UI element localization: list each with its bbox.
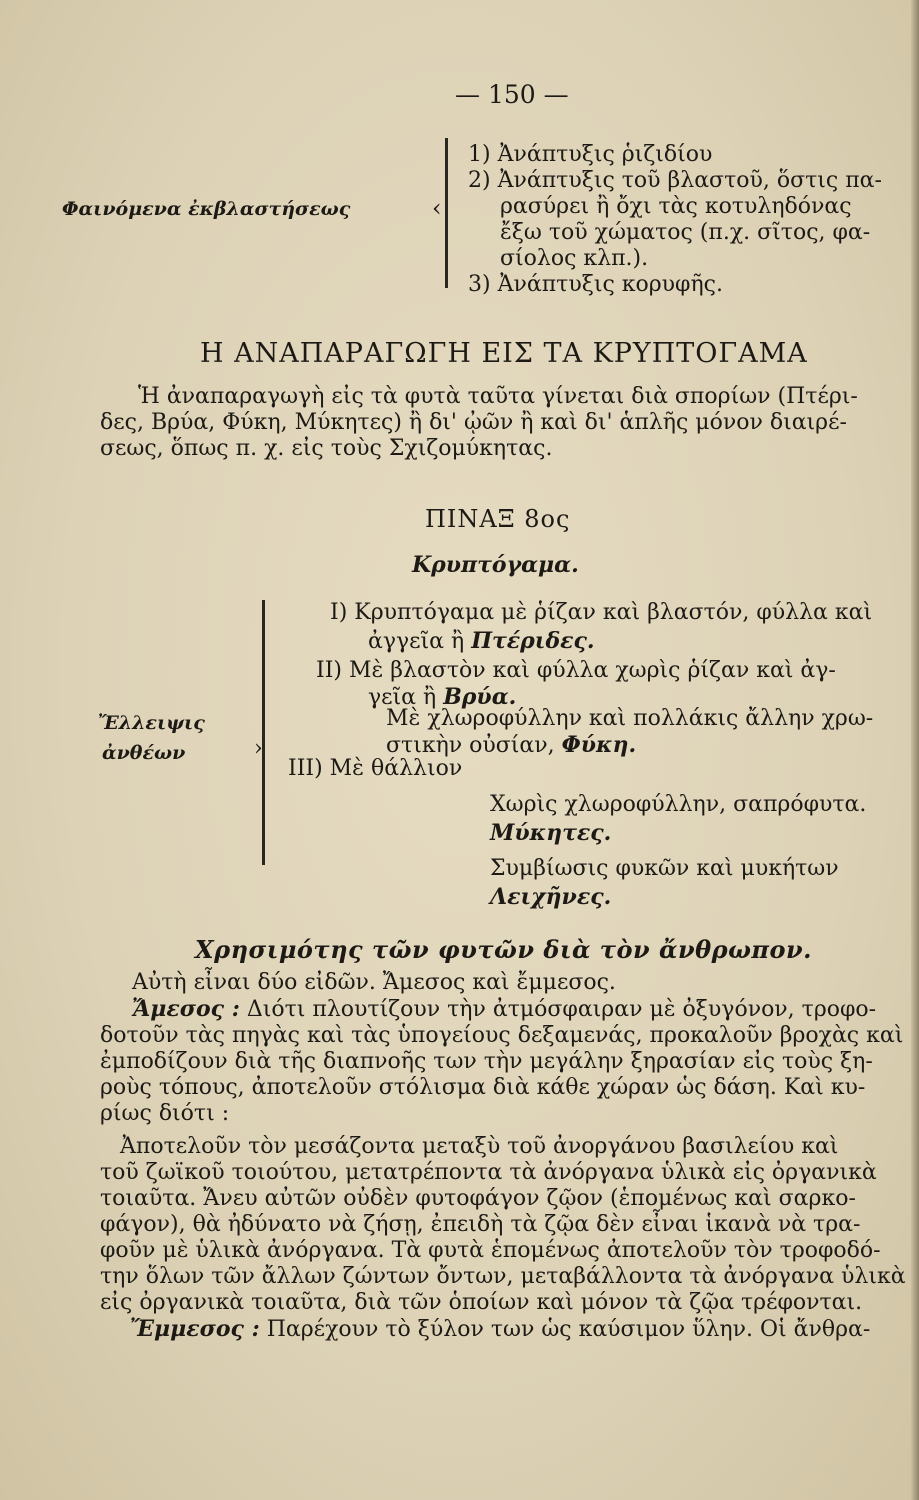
body-paragraph xyxy=(100,1134,906,1343)
paragraph-line: Ἡ ἀναπαραγωγὴ εἰς τὰ φυτὰ ταῦτα γίνεται διὰ σπορίων (Πτέρι- xyxy=(138,384,858,409)
phenomena-item: ἔξω τοῦ χώματος (π.χ. σῖτος, φα- xyxy=(500,220,871,245)
paragraph-line: δοτοῦν τὰς πηγὰς καὶ τὰς ὑπογείους δεξαμενάς, προκαλοῦν βροχὰς καὶ xyxy=(100,1023,904,1048)
usefulness-title: Χρησιμότης τῶν φυτῶν διὰ τὸν ἄνθρωπον. xyxy=(195,935,812,964)
table-item: Χωρὶς χλωροφύλλην, σαπρόφυτα. xyxy=(490,792,867,817)
table-item: I) Κρυπτόγαμα μὲ ῥίζαν καὶ βλαστόν, φύλλα καὶ xyxy=(330,600,873,625)
paragraph-line: ἐμποδίζουν διὰ τῆς διαπνοῆς των τὴν μεγάλην ξηρασίαν εἰς τοὺς ξη- xyxy=(100,1049,873,1074)
paragraph-line: σεως, ὅπως π. χ. εἰς τοὺς Σχιζομύκητας. xyxy=(100,436,553,461)
paragraph-line: ρίως διότι : xyxy=(100,1101,230,1126)
paragraph-line: φάγον), θὰ ἠδύνατο νὰ ζήσῃ, ἐπειδὴ τὰ ζῷα δὲν εἶναι ἱκανὰ νὰ τρα- xyxy=(100,1212,861,1237)
paragraph-line: τοῦ ζωϊκοῦ τοιούτου, μετατρέποντα τὰ ἀνόργανα ὑλικὰ εἰς ὀργανικὰ xyxy=(100,1160,877,1185)
paragraph-line: εἰς ὀργανικὰ τοιαῦτα, διὰ τῶν ὁποίων καὶ μόνον τὰ ζῷα τρέφονται. xyxy=(100,1290,863,1315)
paragraph-line: Αὐτὴ εἶναι δύο εἰδῶν. Ἄμεσος καὶ ἔμμεσος. xyxy=(132,970,616,995)
page-edge xyxy=(911,0,919,1500)
page-number: — 150 — xyxy=(455,80,569,109)
table-bracket-line xyxy=(262,600,265,865)
phenomena-item: ρασύρει ἢ ὄχι τὰς κοτυληδόνας xyxy=(500,194,852,219)
table-item: II) Μὲ βλαστὸν καὶ φύλλα χωρὶς ῥίζαν καὶ ἀγ- xyxy=(316,658,836,683)
table-title: ΠΙΝΑΞ 8ος xyxy=(425,505,571,533)
paragraph-line: δες, Βρύα, Φύκη, Μύκητες) ἢ δι' ᾠῶν ἢ καὶ δι' ἁπλῆς μόνον διαιρέ- xyxy=(100,410,847,435)
table-item xyxy=(386,732,636,759)
table-item-italic: Πτέριδες. xyxy=(471,628,595,654)
table-item-italic: Λειχῆνες. xyxy=(490,884,612,910)
table-side-label: ἀνθέων xyxy=(102,742,186,764)
emmesos-label: Ἔμμεσος : xyxy=(130,1316,260,1342)
paragraph-line: την ὅλων τῶν ἄλλων ζώντων ὄντων, μεταβάλλοντα τὰ ἀνόργανα ὑλικὰ xyxy=(100,1264,906,1289)
paragraph-line xyxy=(100,1316,871,1343)
paragraph-line xyxy=(100,996,877,1023)
intro-paragraph xyxy=(100,384,858,462)
paragraph-text: Παρέχουν τὸ ξύλον των ὡς καύσιμον ὕλην. Οἱ ἄνθρα- xyxy=(259,1317,871,1342)
bracket-left-icon: ‹ xyxy=(432,194,442,222)
table-item-italic: Βρύα. xyxy=(443,684,517,710)
bracket-right-icon: › xyxy=(254,736,263,761)
table-subtitle: Κρυπτόγαμα. xyxy=(412,552,579,578)
table-item-text: γεῖα ἢ xyxy=(368,685,444,710)
table-item: III) Μὲ θάλλιον xyxy=(288,756,463,781)
table-item-text: ἀγγεῖα ἢ xyxy=(368,629,472,654)
section-heading: Η ΑΝΑΠΑΡΑΓΩΓΗ ΕΙΣ ΤΑ ΚΡΥΠΤΟΓΑΜΑ xyxy=(200,338,808,369)
table-item xyxy=(368,628,595,655)
amesos-label: Ἄμεσος : xyxy=(132,996,240,1022)
table-item-italic: Φύκη. xyxy=(561,732,637,758)
phenomena-item: 1) Ἀνάπτυξις ῥιζιδίου xyxy=(468,142,713,167)
paragraph-line: φοῦν μὲ ὑλικὰ ἀνόργανα. Τὰ φυτὰ ἑπομένως ἀποτελοῦν τὸν τροφοδό- xyxy=(100,1238,881,1263)
paragraph-line: ροὺς τόπους, ἀποτελοῦν στόλισμα διὰ κάθε χώραν ὡς δάση. Καὶ κυ- xyxy=(100,1075,866,1100)
table-item: Συμβίωσις φυκῶν καὶ μυκήτων xyxy=(490,856,839,881)
paragraph-text: Διότι πλουτίζουν τὴν ἀτμόσφαιραν μὲ ὀξυγόνον, τροφο- xyxy=(239,997,877,1022)
bracket-line xyxy=(445,138,448,288)
phenomena-item: 2) Ἀνάπτυξις τοῦ βλαστοῦ, ὅστις πα- xyxy=(468,168,882,193)
paragraph-line: Ἀποτελοῦν τὸν μεσάζοντα μεταξὺ τοῦ ἀνοργάνου βασιλείου καὶ xyxy=(120,1134,839,1159)
phenomena-side-label: Φαινόμενα ἐκβλαστήσεως xyxy=(62,198,351,220)
table-item: Μὲ χλωροφύλλην καὶ πολλάκις ἄλλην χρω- xyxy=(386,706,874,731)
table-item-text: στικὴν οὐσίαν, xyxy=(386,733,562,758)
phenomena-item: 3) Ἀνάπτυξις κορυφῆς. xyxy=(468,272,723,297)
phenomena-item: σίολος κλπ.). xyxy=(500,246,649,271)
paragraph-line: τοιαῦτα. Ἄνευ αὐτῶν οὐδὲν φυτοφάγον ζῷον (ἑπομένως καὶ σαρκο- xyxy=(100,1186,856,1211)
body-paragraph xyxy=(100,970,904,1127)
table-side-label: Ἔλλειψις xyxy=(98,712,205,734)
table-item-italic: Μύκητες. xyxy=(490,820,612,846)
